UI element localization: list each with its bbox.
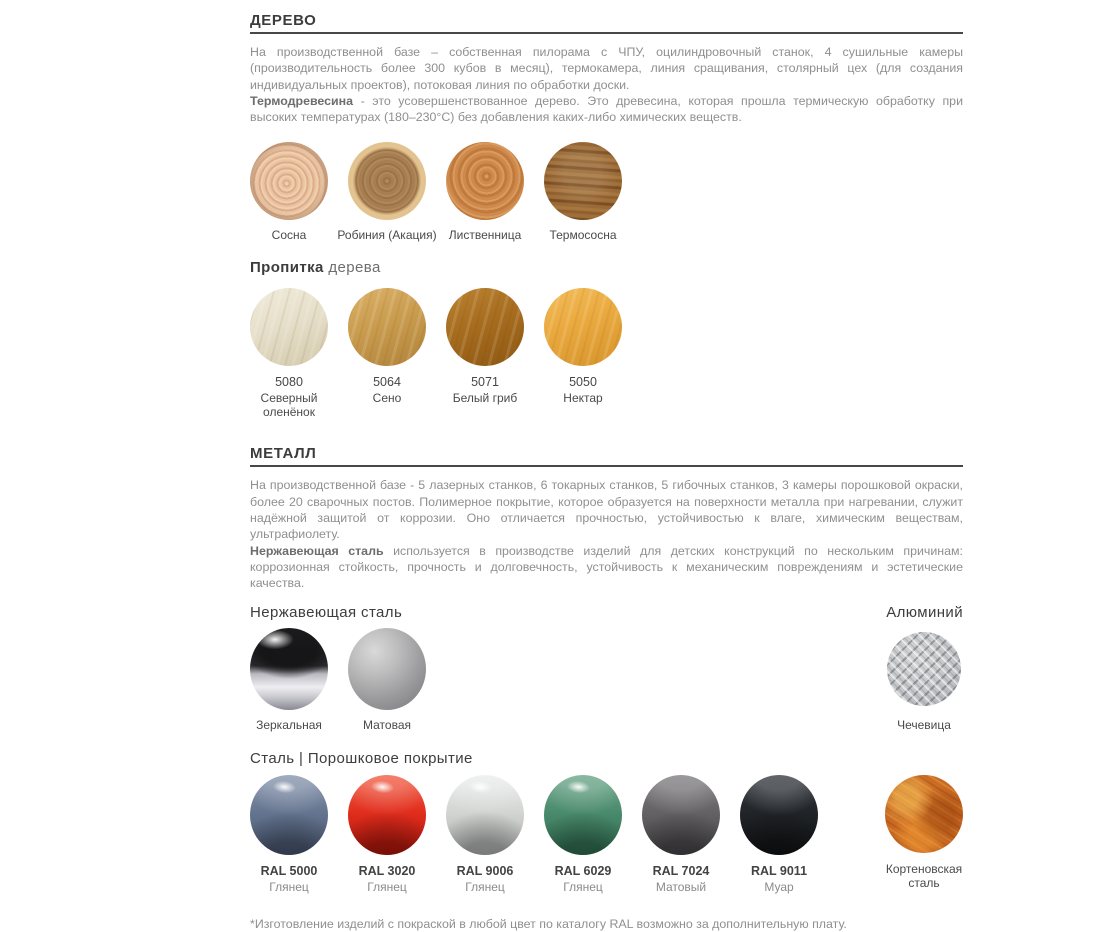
ral-finish: Глянец <box>465 879 505 894</box>
ral-finish: Глянец <box>563 879 603 894</box>
swatch-code: 5064 <box>373 375 401 390</box>
metal-intro-paragraph: На производственной базе - 5 лазерных станков, 6 токарных станков, 5 гибочных станков, 3 камеры порошковой окраски, более 20 сварочных постов. Полимерное покрытие, которое образуется на поверхности металла при нагревании, служит надёжной защитой от коррозии. Оно отличается прочностью, устойчивостью к влаге, химическим веществам, ультрафиолету. <box>250 478 963 542</box>
aluminium-swatch-checker <box>885 628 963 732</box>
metal-section-title: МЕТАЛЛ <box>250 445 963 467</box>
mirror-steel-sphere <box>250 628 328 710</box>
paint-sphere <box>250 775 328 855</box>
swatch-name: Нектар <box>563 391 603 406</box>
swatch-label: Робиния (Акация) <box>337 228 437 243</box>
stainless-swatch-mirror <box>250 628 328 732</box>
swatch-name: Белый гриб <box>452 391 518 406</box>
stainless-swatch-matte <box>348 628 426 732</box>
wood-intro-paragraph: На производственной базе – собственная пилорама с ЧПУ, оцилиндровочный станок, 4 сушильные камеры (производительность более 300 кубов в месяц), термокамера, линия сращивания, столярный цех (для создания индивидуальных проектов), потоковая линия по обработки доски. <box>250 45 963 92</box>
metal-stainless-paragraph <box>250 543 963 592</box>
swatch-label: Сосна <box>271 228 307 243</box>
powder-swatch-ral3020 <box>348 775 426 894</box>
swatch-name: Северный оленёнок <box>260 391 318 420</box>
paint-sphere <box>740 775 818 855</box>
impregnation-row <box>250 288 963 419</box>
checker-plate-image <box>887 632 961 706</box>
wood-section-title: ДЕРЕВО <box>250 12 963 34</box>
swatch-code: 5080 <box>275 375 303 390</box>
wood-swatch-thermopine <box>544 142 622 242</box>
impregnation-title-light: дерева <box>328 259 381 277</box>
ral-code: RAL 5000 <box>260 863 318 878</box>
robinia-cut-image <box>348 142 426 220</box>
stainless-term: Нержавеющая сталь <box>250 543 384 558</box>
swatch-label: Чечевица <box>897 717 951 732</box>
stainless-title: Нержавеющая сталь <box>250 603 403 621</box>
paint-sphere <box>642 775 720 855</box>
ral-finish: Матовый <box>655 879 707 894</box>
larch-cut-image <box>446 142 524 220</box>
ral-code: RAL 7024 <box>652 863 710 878</box>
color-swatch <box>250 288 328 366</box>
impregnation-title-strong: Пропитка <box>250 259 324 277</box>
powder-title: Сталь | Порошковое покрытие <box>250 749 473 767</box>
powder-swatch-ral9006 <box>446 775 524 894</box>
swatch-label: Матовая <box>363 717 411 732</box>
impregnation-swatch-5080 <box>250 288 328 419</box>
wood-species-row <box>250 142 963 242</box>
pine-cut-image <box>250 142 328 220</box>
swatch-label: Термососна <box>549 228 617 243</box>
ral-code: RAL 9011 <box>750 863 808 878</box>
swatch-name: Кортеновская сталь <box>885 861 963 890</box>
swatch-code: 5050 <box>569 375 597 390</box>
wood-section <box>250 12 963 419</box>
impregnation-swatch-5071 <box>446 288 524 405</box>
paint-sphere <box>544 775 622 855</box>
impregnation-swatch-5050 <box>544 288 622 405</box>
ral-code: RAL 9006 <box>456 863 514 878</box>
impregnation-title <box>250 259 963 276</box>
ral-footnote: *Изготовление изделий с покраской в любой цвет по каталогу RAL возможно за дополнительную плату. <box>250 916 847 931</box>
aluminium-title: Алюминий <box>886 603 963 621</box>
paint-sphere <box>348 775 426 855</box>
color-swatch <box>446 288 524 366</box>
matte-steel-sphere <box>348 628 426 710</box>
stainless-text: используется в производстве изделий для детских конструкций по нескольким причинам: коррозионная стойкость, прочность и долговечность, устойчивость к механическим повреждениям и эстетические качества. <box>250 543 964 591</box>
powder-swatch-ral5000 <box>250 775 328 894</box>
color-swatch <box>544 288 622 366</box>
metal-section <box>250 445 963 893</box>
ral-finish: Глянец <box>367 879 407 894</box>
stainless-row <box>250 628 963 732</box>
ral-code: RAL 6029 <box>554 863 612 878</box>
thermowood-term: Термодревесина <box>250 93 354 108</box>
ral-finish: Глянец <box>269 879 309 894</box>
thermowood-text: - это усовершенствованное дерево. Это древесина, которая прошла термическую обработку при высоких температурах (180–230°С) без добавления каких-либо химических веществ. <box>250 93 963 125</box>
ral-code: RAL 3020 <box>358 863 416 878</box>
wood-swatch-larch <box>446 142 524 242</box>
color-swatch <box>348 288 426 366</box>
wood-swatch-pine <box>250 142 328 242</box>
wood-thermo-paragraph <box>250 93 963 126</box>
swatch-code: 5071 <box>471 375 499 390</box>
powder-swatch-ral9011 <box>740 775 818 894</box>
catalog-page <box>250 0 963 932</box>
paint-sphere <box>446 775 524 855</box>
impregnation-swatch-5064 <box>348 288 426 405</box>
powder-swatch-ral7024 <box>642 775 720 894</box>
metal-subheadings <box>250 604 963 621</box>
swatch-name: Сено <box>372 391 402 406</box>
wood-swatch-robinia <box>337 142 437 243</box>
corten-steel-image <box>885 775 963 853</box>
ral-finish: Муар <box>764 879 794 894</box>
swatch-label: Зеркальная <box>256 717 322 732</box>
swatch-label: Лиственница <box>448 228 522 243</box>
powder-swatch-ral6029 <box>544 775 622 894</box>
corten-swatch <box>885 775 963 890</box>
powder-row <box>250 775 963 894</box>
thermopine-image <box>544 142 622 220</box>
